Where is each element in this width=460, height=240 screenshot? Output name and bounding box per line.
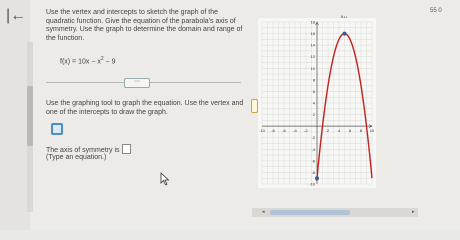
y-tick-label: 14 xyxy=(310,42,315,48)
y-tick-label: -10 xyxy=(309,181,315,187)
graphing-tool-button[interactable] xyxy=(51,123,63,135)
scroll-right-icon[interactable]: ▸ xyxy=(412,209,415,215)
back-button[interactable]: |← xyxy=(6,7,27,24)
scroll-left-icon[interactable]: ◂ xyxy=(262,209,265,215)
formula-tail: − 9 xyxy=(103,58,116,66)
x-tick-label: -6 xyxy=(282,128,286,134)
instruction-text: Use the graphing tool to graph the equation. Use the vertex and one of the intercepts to draw the graph. xyxy=(46,100,244,116)
horizontal-scroll-thumb[interactable] xyxy=(270,210,350,215)
axis-of-symmetry-input[interactable] xyxy=(122,144,131,154)
plotted-point xyxy=(343,32,347,36)
y-tick-label: -4 xyxy=(311,146,315,152)
y-tick-label: -2 xyxy=(311,135,315,141)
graph-canvas[interactable] xyxy=(258,18,376,188)
left-rail xyxy=(0,0,30,230)
formula-main: f(x) = 10x − x xyxy=(60,58,101,66)
panel-resize-handle[interactable] xyxy=(251,99,258,113)
x-tick-label: 4 xyxy=(337,128,341,134)
y-tick-label: 12 xyxy=(310,54,315,60)
vertical-scroll-thumb[interactable] xyxy=(27,86,33,146)
formula-exponent: 2 xyxy=(100,56,104,62)
question-text: Use the vertex and intercepts to sketch the graph of the quadratic function. Give the equation of the parabola's axis of symmetry. Use the graph to determine the domain and range of the function. xyxy=(46,9,243,42)
y-tick-label: -6 xyxy=(311,158,315,164)
answer-hint: (Type an equation.) xyxy=(46,154,107,161)
x-tick-label: -10 xyxy=(259,128,265,134)
corner-tag: 55 0 xyxy=(430,8,442,14)
y-tick-label: 18 xyxy=(310,19,315,25)
x-tick-label: -8 xyxy=(271,128,275,134)
axis-of-symmetry-line xyxy=(46,144,131,154)
function-formula xyxy=(60,56,116,65)
x-tick-label: 8 xyxy=(359,128,363,134)
y-tick-label: 2 xyxy=(312,112,315,118)
x-tick-label: 10 xyxy=(369,128,375,134)
mouse-cursor-icon xyxy=(160,172,170,186)
x-tick-label: 2 xyxy=(326,128,330,134)
y-tick-label: -8 xyxy=(311,169,315,175)
y-tick-label: 6 xyxy=(312,88,315,94)
y-tick-label: 16 xyxy=(310,31,315,37)
x-tick-label: 6 xyxy=(348,128,352,134)
y-tick-label: 10 xyxy=(310,65,315,71)
x-tick-label: -4 xyxy=(293,128,297,134)
expand-more-button[interactable]: ⋯ xyxy=(124,78,150,88)
y-tick-label: 8 xyxy=(312,77,315,83)
x-tick-label: -2 xyxy=(304,128,308,134)
axis-of-symmetry-label: The axis of symmetry is xyxy=(46,147,120,154)
y-tick-label: 4 xyxy=(312,100,315,106)
plotted-point xyxy=(315,176,319,180)
